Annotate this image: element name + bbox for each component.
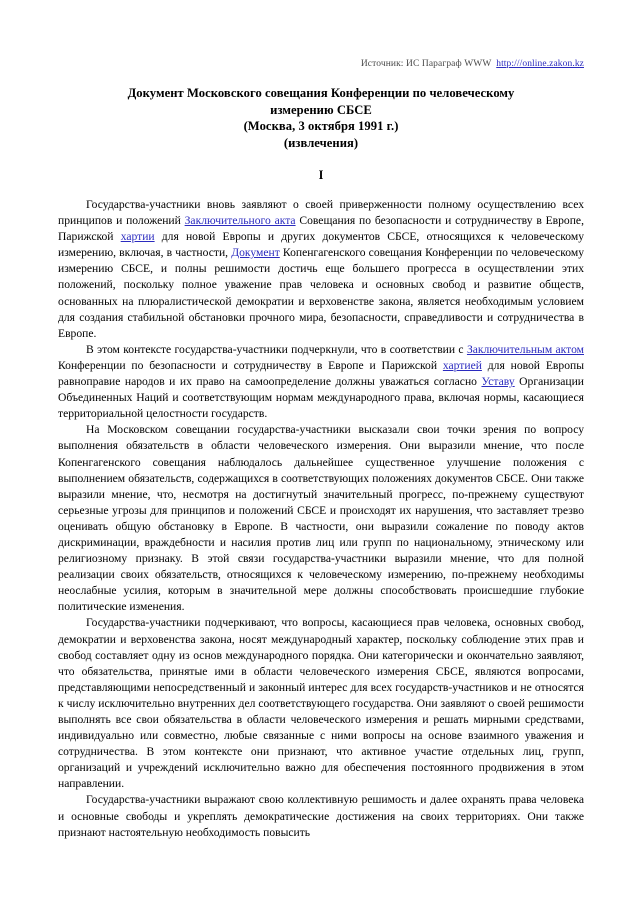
source-attribution: [58, 58, 584, 71]
inline-document-link[interactable]: Документ: [231, 246, 280, 260]
inline-document-link[interactable]: Заключительным актом: [466, 342, 584, 356]
body-paragraph: [58, 342, 584, 422]
paragraph-text-run: На Московском совещании государства-участники высказали свои точки зрения по вопросу выполнения обязательств в области человеческого измерения. Они выразили мнение, что после Копенгагенского совещания наблюдалось дальнейшее существенное улучшение положения с выполнением обязательств, содержащихся в соответствующих положениях документов СБСЕ. Они также выразили мнение, что, несмотря на достигнутый значительный прогресс, по-прежнему существуют серьезные угрозы для принципов и положений СБСЕ и происходят их нарушения, что заставляет трезво оценивать общую обстановку в Европе. В частности, они выразили сожаление по поводу актов дискриминации, враждебности и насилия против лиц или групп по национальному, этническому или религиозному признаку. В этой связи государства-участники выразили мнение, что для полной реализации своих обязательств, относящихся к человеческому измерению, по-прежнему необходимы неослабные усилия, которым в значительной мере должны способствовать происшедшие глубокие политические изменения.: [58, 423, 584, 614]
paragraph-text-run: Конференции по безопасности и сотрудничеству в Европе и Парижской: [58, 358, 443, 372]
title-line-1: Документ Московского совещания Конференции по человеческому: [127, 86, 515, 100]
body-paragraph: [58, 197, 584, 342]
paragraph-text-run: Государства-участники вновь заявляют о своей приверженности полному осуществлению всех принципов и положений: [58, 198, 584, 228]
title-date-line: (Москва, 3 октября 1991 г.): [243, 119, 399, 133]
paragraph-text-run: Государства-участники выражают свою коллективную решимость и далее охранять права человека и основные свободы и укреплять демократические достижения на своих территориях. Они также признают настоятельную необходимость повысить: [58, 793, 584, 839]
document-body: [58, 197, 584, 841]
title-line-2: измерению СБСЕ: [270, 102, 372, 117]
section-number-heading: I: [318, 168, 324, 182]
inline-document-link[interactable]: Уставу: [481, 375, 515, 389]
inline-document-link[interactable]: Заключительного акта: [184, 214, 296, 228]
body-paragraph: [58, 422, 584, 615]
paragraph-text-run: Государства-участники подчеркивают, что вопросы, касающиеся прав человека, основных свобод, демократии и верховенства закона, носят международный характер, поскольку соблюдение этих прав и свобод составляет одну из основ международного порядка. Они категорически и окончательно заявляют, что обязательства, принятые ими в области человеческого измерения СБСЕ, являются вопросами, представляющими непосредственный и законный интерес для всех государств-участников и не относятся к числу исключительно внутренних дел соответствующего государства. Они заявляют о своей решимости выполнять все свои обязательства в области человеческого измерения и решать мирными средствами, индивидуально или совместно, любые связанные с ними вопросы на основе взаимного уважения и сотрудничества. В этом контексте они признают, что активное участие отдельных лиц, групп, организаций и учреждений исключительно важно для обеспечения постоянного продвижения в этом направлении.: [58, 616, 584, 791]
body-paragraph: [58, 792, 584, 840]
paragraph-text-run: Совещания по безопасности и сотрудничеству в Европе, Парижской: [58, 214, 584, 244]
paragraph-text-run: В этом контексте государства-участники подчеркнули, что в соответствии с: [86, 342, 467, 356]
paragraph-text-run: для новой Европы равноправие народов и их право на самоопределение должны уважаться согласно: [58, 358, 584, 389]
source-label: Источник: ИС Параграф WWW: [360, 59, 492, 69]
title-note-line: (извлечения): [283, 135, 359, 150]
body-paragraph: [58, 615, 584, 792]
paragraph-text-run: для новой Европы и других документов СБСЕ, относящихся к человеческому измерению, включая, в частности,: [58, 230, 584, 260]
page-title: [58, 85, 584, 151]
paragraph-text-run: Организации Объединенных Наций и соответствующим нормам международного права, включая нормы, касающиеся территориальной целостности государств.: [58, 375, 584, 421]
source-url-link[interactable]: http:///online.zakon.kz: [496, 59, 584, 69]
inline-document-link[interactable]: хартией: [442, 358, 482, 372]
paragraph-text-run: Копенгагенского совещания Конференции по человеческому измерению СБСЕ, и полны решимости достичь еще большего прогресса в осуществлении этих положений, поскольку полное уважение прав человека и основных свобод и развитие обществ, основанных на плюралистической демократии и верховенстве закона, является необходимым условием для создания стабильной обстановки прочного мира, безопасности, справедливости и сотрудничества в Европе.: [58, 246, 584, 340]
inline-document-link[interactable]: хартии: [120, 230, 155, 244]
